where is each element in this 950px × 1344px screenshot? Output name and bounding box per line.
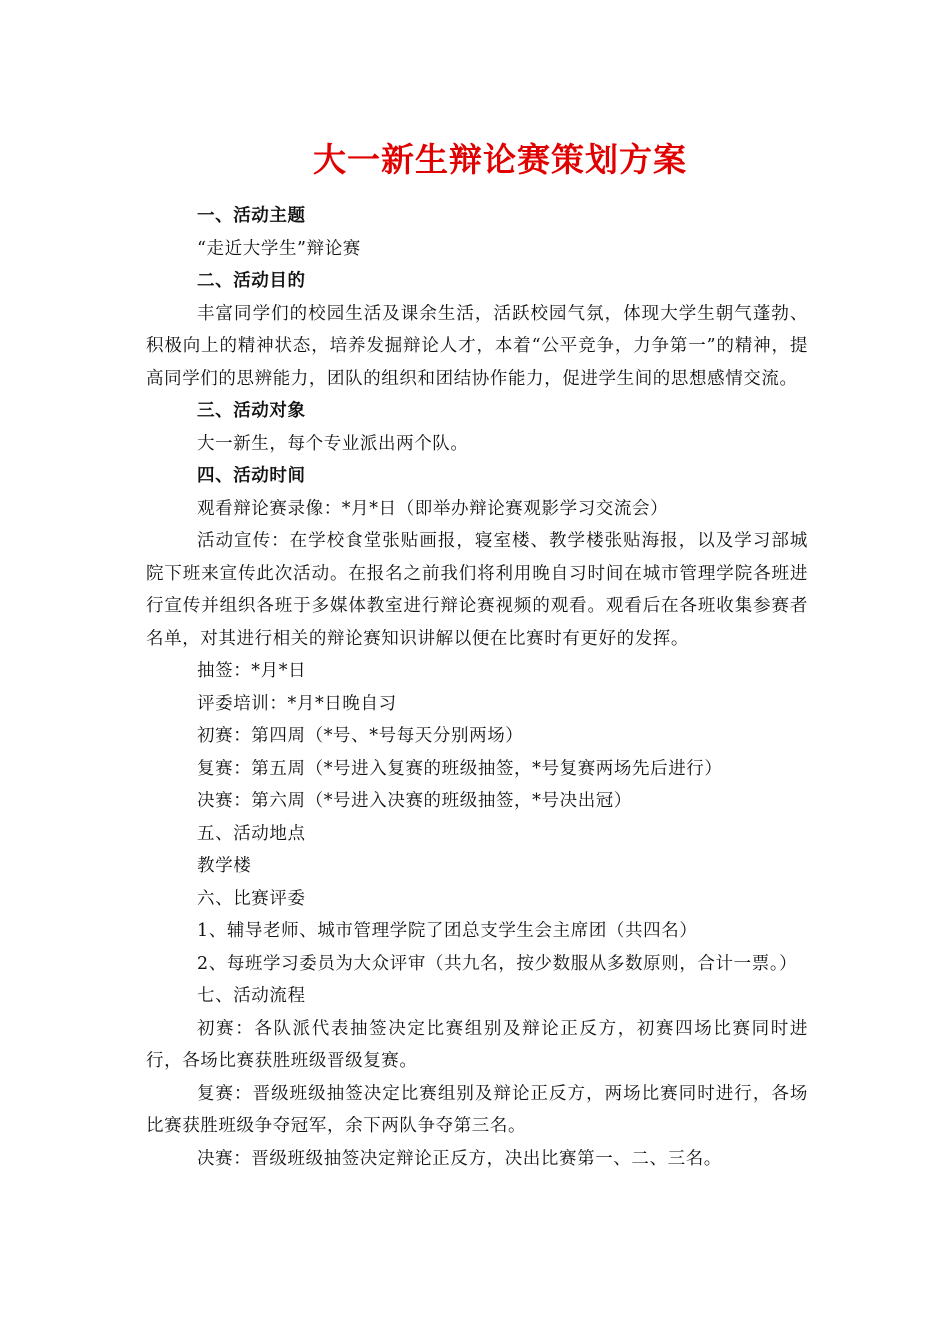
paragraph: 评委培训：*月*日晚自习 xyxy=(197,693,397,714)
paragraph: 1、辅导老师、城市管理学院了团总支学生会主席团（共四名） xyxy=(197,921,698,941)
paragraph: 复赛：晋级班级抽签决定比赛组别及辩论正反方，两场比赛同时进行，各场比赛获胜班级争夺冠军，余下两队争夺第三名。 xyxy=(146,1083,808,1136)
paragraph: 五、活动地点 xyxy=(197,823,306,844)
paragraph: 丰富同学们的校园生活及课余生活，活跃校园气氛，体现大学生朝气蓬勃、积极向上的精神状态，培养发掘辩论人才，本着“公平竞争，力争第一”的精神，提高同学们的思辨能力，团队的组织和团结协作能力，促进学生间的思想感情交流。 xyxy=(146,303,808,389)
paragraph: 2、每班学习委员为大众评审（共九名，按少数服从多数原则，合计一票。） xyxy=(197,953,798,974)
document-title: 大一新生辩论赛策划方案 xyxy=(313,140,687,179)
section-heading: 二、活动目的 xyxy=(197,271,306,291)
paragraph: 复赛：第五周（*号进入复赛的班级抽签，*号复赛两场先后进行） xyxy=(197,758,723,779)
paragraph: 大一新生，每个专业派出两个队。 xyxy=(197,433,469,454)
document-body xyxy=(146,200,808,1175)
paragraph: 活动宣传：在学校食堂张贴画报，寝室楼、教学楼张贴海报，以及学习部城院下班来宣传此次活动。在报名之前我们将利用晚自习时间在城市管理学院各班进行宣传并组织各班于多媒体教室进行辩论赛视频的观看。观看后在各班收集参赛者名单，对其进行相关的辩论赛知识讲解以便在比赛时有更好的发挥。 xyxy=(146,531,808,649)
section-heading: 一、活动主题 xyxy=(197,206,306,226)
document-page xyxy=(146,136,808,1175)
section-heading: 三、活动对象 xyxy=(197,401,306,421)
paragraph: 观看辩论赛录像：*月*日（即举办辩论赛观影学习交流会） xyxy=(197,498,669,519)
paragraph: 初赛：各队派代表抽签决定比赛组别及辩论正反方，初赛四场比赛同时进行，各场比赛获胜班级晋级复赛。 xyxy=(146,1018,808,1071)
paragraph: 教学楼 xyxy=(197,856,252,876)
paragraph: 决赛：第六周（*号进入决赛的班级抽签，*号决出冠） xyxy=(197,791,632,811)
paragraph: 初赛：第四周（*号、*号每天分别两场） xyxy=(197,726,524,746)
paragraph: “走近大学生”辩论赛 xyxy=(197,238,361,259)
paragraph: 抽签：*月*日 xyxy=(197,661,307,681)
paragraph: 六、比赛评委 xyxy=(197,888,306,909)
paragraph: 决赛：晋级班级抽签决定辩论正反方，决出比赛第一、二、三名。 xyxy=(197,1148,722,1169)
section-heading: 四、活动时间 xyxy=(197,466,306,486)
paragraph: 七、活动流程 xyxy=(197,986,306,1006)
